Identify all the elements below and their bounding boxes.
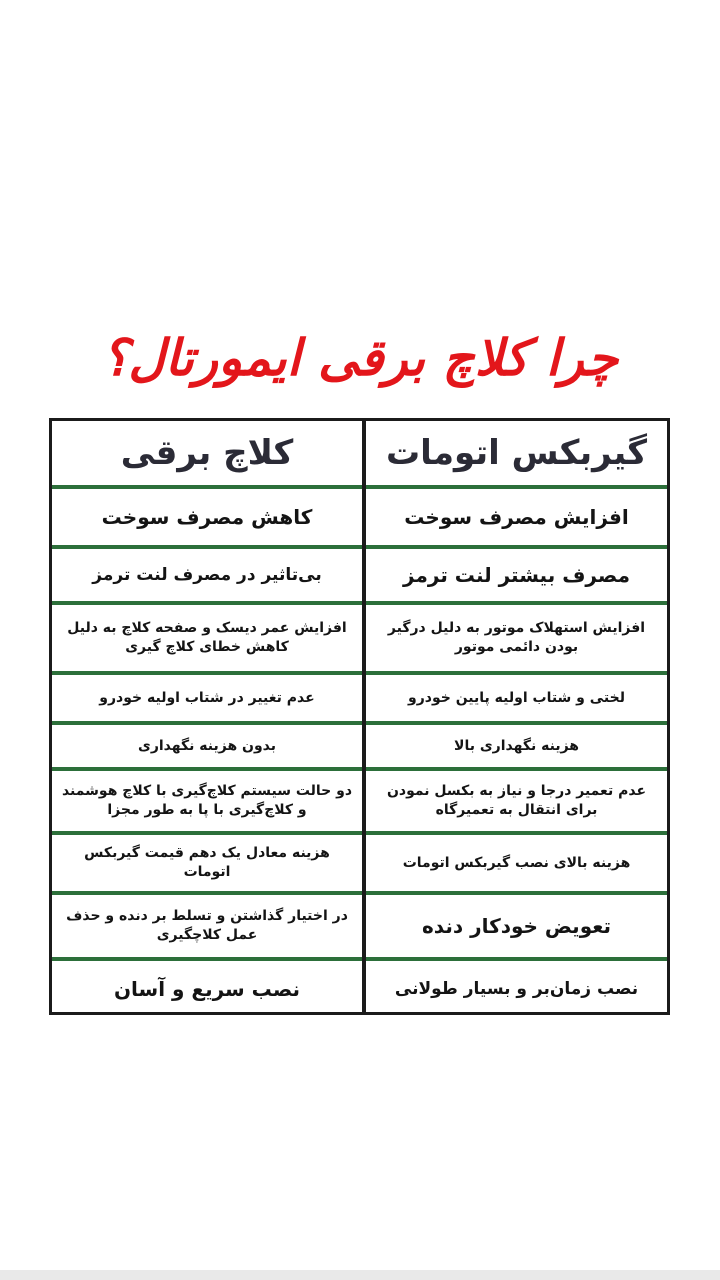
automatic-gearbox-cell: عدم تعمیر درجا و نیاز به بکسل نمودن برای انتقال به تعمیرگاه [386,783,647,818]
page-title: چرا کلاچ برقی ایمورتال؟ [101,328,619,387]
electric-clutch-cell: عدم تغییر در شتاب اولیه خودرو [99,689,315,706]
electric-clutch-cell: نصب سریع و آسان [113,976,301,1001]
column-divider [362,421,366,1012]
automatic-gearbox-cell: نصب زمان‌بر و بسیار طولانی [394,978,639,999]
electric-clutch-cell: کاهش مصرف سوخت [101,505,313,529]
bottom-edge-strip [0,1270,720,1280]
comparison-table [49,418,670,1015]
table-row [52,485,667,545]
automatic-gearbox-cell: هزینه بالای نصب گیربکس اتومات [402,854,631,871]
table-row [52,671,667,721]
table-row [52,767,667,831]
automatic-gearbox-cell: هزینه نگهداری بالا [454,737,579,754]
table-row [52,891,667,957]
electric-clutch-cell: هزینه معادل یک دهم قیمت گیربکس اتومات [84,845,330,880]
table-row [52,957,667,1016]
table-row [52,831,667,891]
automatic-gearbox-cell: مصرف بیشتر لنت ترمز [403,563,630,587]
automatic-gearbox-cell: افزایش مصرف سوخت [404,505,629,529]
table-row [52,721,667,767]
automatic-gearbox-cell: لختی و شتاب اولیه پایین خودرو [408,689,625,706]
table-row [52,545,667,601]
electric-clutch-cell: بی‌تاثیر در مصرف لنت ترمز [92,565,322,585]
electric-clutch-cell: در اختیار گذاشتن و تسلط بر دنده و حذف عمل کلاچگیری [66,908,348,943]
table-header-row [52,421,667,485]
electric-clutch-cell: بدون هزینه نگهداری [137,737,277,754]
table-row [52,601,667,671]
header-electric-clutch: کلاچ برقی [120,433,294,473]
automatic-gearbox-cell: افزایش استهلاک موتور به دلیل درگیر بودن دائمی موتور [387,620,646,655]
automatic-gearbox-cell: تعویض خودکار دنده [421,914,612,938]
header-automatic-gearbox: گیربکس اتومات [386,433,647,473]
electric-clutch-cell: دو حالت سیستم کلاچ‌گیری با کلاچ هوشمند و کلاچ‌گیری با پا به طور مجزا [61,783,353,818]
electric-clutch-cell: افزایش عمر دیسک و صفحه کلاچ به دلیل کاهش خطای کلاچ گیری [67,620,347,655]
